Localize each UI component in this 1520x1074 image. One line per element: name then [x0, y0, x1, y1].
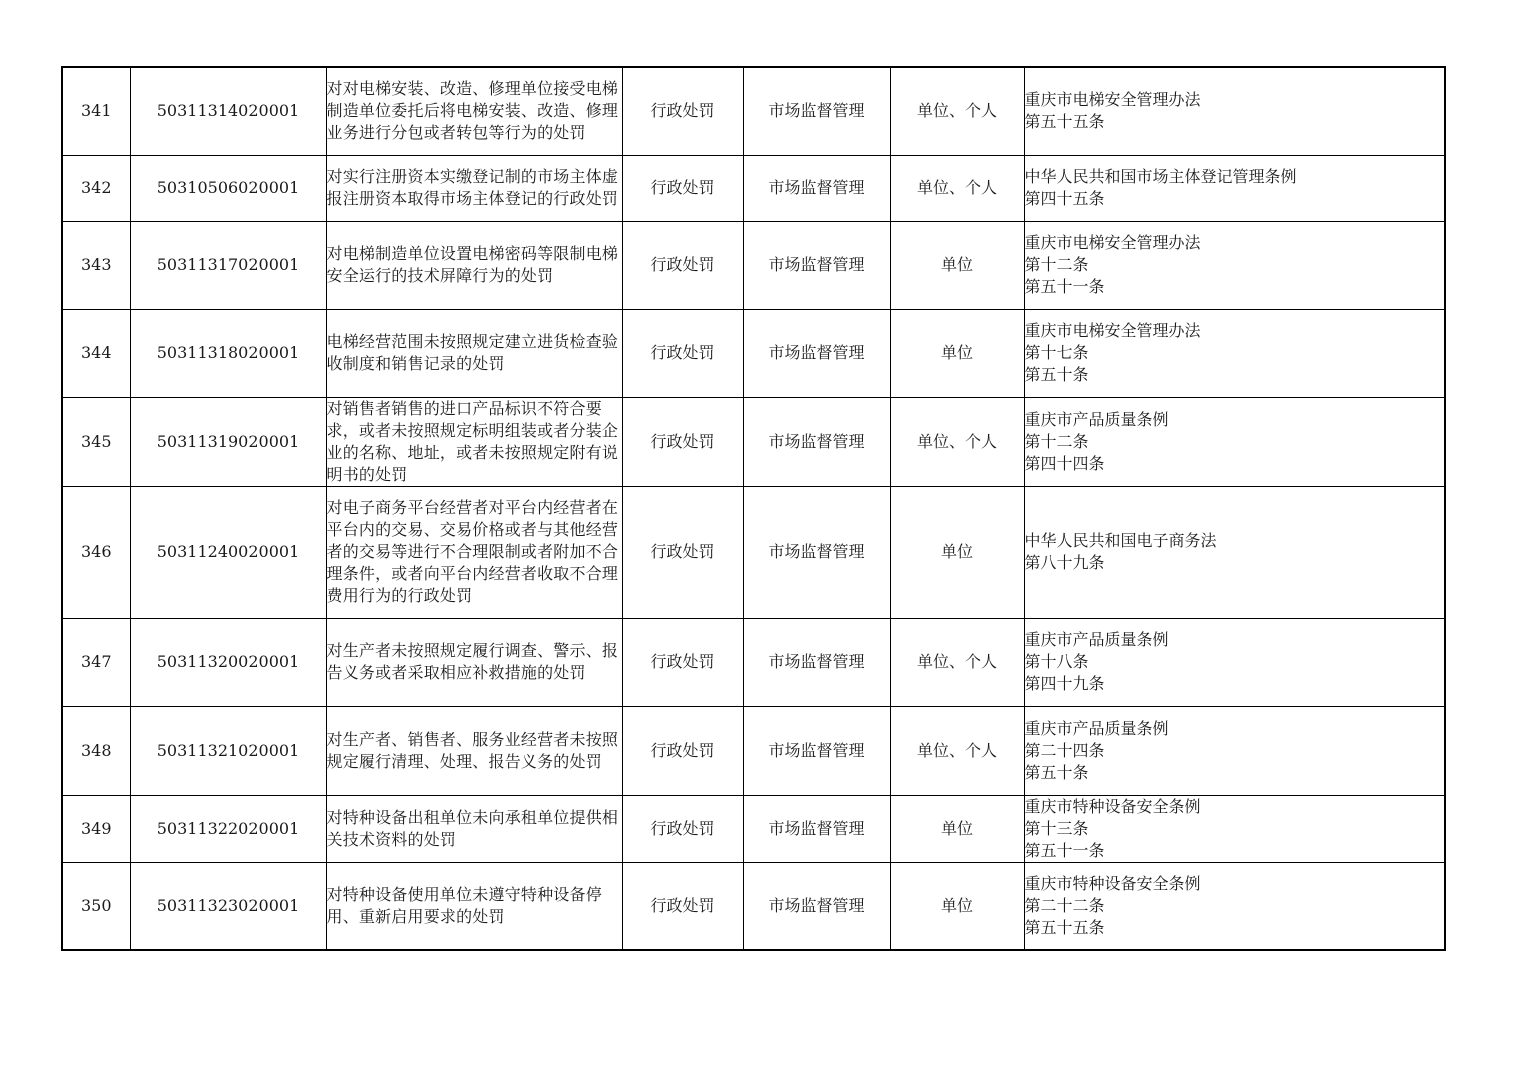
item-type-cell: 行政处罚	[622, 397, 743, 486]
legal-basis-cell	[1024, 397, 1445, 486]
item-code-cell: 50311320020001	[130, 618, 326, 706]
item-type-cell: 行政处罚	[622, 706, 743, 795]
department-cell: 市场监督管理	[743, 618, 890, 706]
item-code-cell: 50311240020001	[130, 486, 326, 618]
item-type-cell: 行政处罚	[622, 67, 743, 155]
target-cell: 单位、个人	[890, 618, 1024, 706]
table-body	[62, 67, 1445, 950]
department-cell: 市场监督管理	[743, 795, 890, 862]
penalty-table	[61, 66, 1446, 951]
item-type-cell: 行政处罚	[622, 862, 743, 950]
legal-basis-line: 重庆市产品质量条例	[1024, 718, 1169, 738]
target-cell: 单位、个人	[890, 397, 1024, 486]
row-number-cell: 349	[62, 795, 130, 862]
row-number-cell: 348	[62, 706, 130, 795]
table-row	[62, 618, 1445, 706]
row-number-cell: 341	[62, 67, 130, 155]
item-type-cell: 行政处罚	[622, 309, 743, 397]
item-name-cell: 对电梯制造单位设置电梯密码等限制电梯安全运行的技术屏障行为的处罚	[326, 221, 622, 309]
table-row	[62, 309, 1445, 397]
department-cell: 市场监督管理	[743, 67, 890, 155]
legal-basis-cell	[1024, 862, 1445, 950]
item-code-cell: 50311317020001	[130, 221, 326, 309]
legal-basis-line: 第十二条	[1024, 255, 1089, 274]
target-cell: 单位	[890, 309, 1024, 397]
item-name-cell: 对电子商务平台经营者对平台内经营者在平台内的交易、交易价格或者与其他经营者的交易等进行不合理限制或者附加不合理条件，或者向平台内经营者收取不合理费用行为的行政处罚	[326, 486, 622, 618]
item-name-cell: 电梯经营范围未按照规定建立进货检查验收制度和销售记录的处罚	[326, 309, 622, 397]
legal-basis-cell	[1024, 706, 1445, 795]
legal-basis-cell	[1024, 795, 1445, 862]
legal-basis-line: 第八十九条	[1024, 553, 1105, 572]
department-cell: 市场监督管理	[743, 397, 890, 486]
legal-basis-line: 第四十九条	[1024, 674, 1105, 693]
row-number-cell: 347	[62, 618, 130, 706]
target-cell: 单位、个人	[890, 155, 1024, 221]
legal-basis-line: 重庆市产品质量条例	[1024, 630, 1169, 649]
row-number-cell: 342	[62, 155, 130, 221]
item-code-cell: 50311318020001	[130, 309, 326, 397]
table-row	[62, 221, 1445, 309]
item-name-cell: 对实行注册资本实缴登记制的市场主体虚报注册资本取得市场主体登记的行政处罚	[326, 155, 622, 221]
legal-basis-cell	[1024, 486, 1445, 618]
item-code-cell: 50311321020001	[130, 706, 326, 795]
table-row	[62, 706, 1445, 795]
item-type-cell: 行政处罚	[622, 618, 743, 706]
item-code-cell: 50311323020001	[130, 862, 326, 950]
row-number-cell: 350	[62, 862, 130, 950]
legal-basis-line: 第五十条	[1024, 762, 1089, 782]
legal-basis-line: 重庆市特种设备安全条例	[1024, 873, 1201, 893]
legal-basis-line: 重庆市电梯安全管理办法	[1024, 233, 1201, 252]
department-cell: 市场监督管理	[743, 309, 890, 397]
department-cell: 市场监督管理	[743, 706, 890, 795]
legal-basis-line: 中华人民共和国市场主体登记管理条例	[1024, 167, 1297, 186]
legal-basis-cell	[1024, 67, 1445, 155]
item-name-cell: 对特种设备出租单位未向承租单位提供相关技术资料的处罚	[326, 795, 622, 862]
legal-basis-line: 第五十五条	[1024, 917, 1105, 937]
department-cell: 市场监督管理	[743, 221, 890, 309]
table-row	[62, 397, 1445, 486]
legal-basis-line: 重庆市产品质量条例	[1024, 409, 1169, 429]
legal-basis-line: 中华人民共和国电子商务法	[1024, 531, 1217, 550]
item-type-cell: 行政处罚	[622, 486, 743, 618]
legal-basis-line: 第二十四条	[1024, 740, 1105, 760]
item-code-cell: 50310506020001	[130, 155, 326, 221]
legal-basis-cell	[1024, 309, 1445, 397]
legal-basis-line: 第十二条	[1024, 431, 1089, 451]
item-code-cell: 50311314020001	[130, 67, 326, 155]
target-cell: 单位、个人	[890, 706, 1024, 795]
legal-basis-line: 第五十一条	[1024, 277, 1105, 296]
item-type-cell: 行政处罚	[622, 795, 743, 862]
department-cell: 市场监督管理	[743, 486, 890, 618]
target-cell: 单位	[890, 486, 1024, 618]
legal-basis-line: 第十八条	[1024, 652, 1089, 671]
table-row	[62, 862, 1445, 950]
legal-basis-line: 重庆市特种设备安全条例	[1024, 796, 1201, 816]
item-code-cell: 50311319020001	[130, 397, 326, 486]
table-row	[62, 486, 1445, 618]
row-number-cell: 344	[62, 309, 130, 397]
item-name-cell: 对对电梯安装、改造、修理单位接受电梯制造单位委托后将电梯安装、改造、修理业务进行分包或者转包等行为的处罚	[326, 67, 622, 155]
item-name-cell: 对生产者未按照规定履行调查、警示、报告义务或者采取相应补救措施的处罚	[326, 618, 622, 706]
target-cell: 单位	[890, 862, 1024, 950]
item-name-cell: 对生产者、销售者、服务业经营者未按照规定履行清理、处理、报告义务的处罚	[326, 706, 622, 795]
legal-basis-line: 第二十二条	[1024, 895, 1105, 915]
legal-basis-line: 第五十五条	[1024, 112, 1105, 132]
legal-basis-cell	[1024, 155, 1445, 221]
row-number-cell: 345	[62, 397, 130, 486]
item-name-cell: 对特种设备使用单位未遵守特种设备停用、重新启用要求的处罚	[326, 862, 622, 950]
table-row	[62, 795, 1445, 862]
legal-basis-line: 第十七条	[1024, 343, 1089, 362]
legal-basis-line: 第四十四条	[1024, 453, 1105, 473]
legal-basis-line: 第五十条	[1024, 365, 1089, 384]
target-cell: 单位	[890, 795, 1024, 862]
legal-basis-line: 重庆市电梯安全管理办法	[1024, 321, 1201, 340]
legal-basis-cell	[1024, 221, 1445, 309]
department-cell: 市场监督管理	[743, 155, 890, 221]
item-name-cell: 对销售者销售的进口产品标识不符合要求，或者未按照规定标明组装或者分装企业的名称、地址，或者未按照规定附有说明书的处罚	[326, 397, 622, 486]
item-type-cell: 行政处罚	[622, 155, 743, 221]
item-code-cell: 50311322020001	[130, 795, 326, 862]
legal-basis-line: 第十三条	[1024, 818, 1089, 838]
target-cell: 单位、个人	[890, 67, 1024, 155]
table-row	[62, 67, 1445, 155]
row-number-cell: 346	[62, 486, 130, 618]
row-number-cell: 343	[62, 221, 130, 309]
department-cell: 市场监督管理	[743, 862, 890, 950]
legal-basis-line: 第四十五条	[1024, 189, 1105, 208]
legal-basis-line: 重庆市电梯安全管理办法	[1024, 90, 1201, 110]
item-type-cell: 行政处罚	[622, 221, 743, 309]
table-row	[62, 155, 1445, 221]
legal-basis-cell	[1024, 618, 1445, 706]
target-cell: 单位	[890, 221, 1024, 309]
legal-basis-line: 第五十一条	[1024, 840, 1105, 860]
